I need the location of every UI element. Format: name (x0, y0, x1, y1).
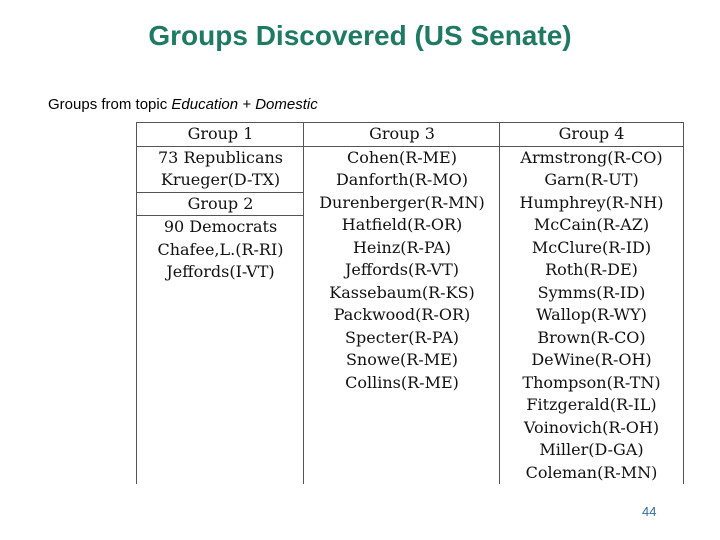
group-3-row: Danforth(R-MO) (335, 170, 469, 189)
group-3-row: Cohen(R-ME) (347, 147, 457, 167)
subtitle (48, 96, 318, 113)
group-4-row: Voinovich(R-OH) (523, 417, 660, 437)
group-4-row: Thompson(R-TN) (522, 372, 661, 392)
group-4-row: Garn(R-UT) (544, 170, 639, 189)
subtitle-topic: Education + Domestic (171, 96, 318, 113)
slide-title: Groups Discovered (US Senate) (148, 20, 572, 51)
page-number: 44 (642, 504, 657, 519)
group-3-row: Collins(R-ME) (345, 372, 459, 392)
group-1-header: Group 1 (137, 122, 304, 147)
group-4-row: Symms(R-ID) (537, 282, 646, 302)
group-3-row: Heinz(R-PA) (352, 237, 452, 257)
column-group-4 (499, 122, 684, 484)
group-3-row: Snowe(R-ME) (345, 350, 459, 369)
group-3-header: Group 3 (304, 122, 500, 147)
groups-table (136, 122, 684, 484)
group-4-row: McClure(R-ID) (531, 237, 652, 257)
group-3-row: Kassebaum(R-KS) (329, 282, 475, 302)
group-3-row: Hatfield(R-OR) (341, 215, 463, 234)
group-2-row: Jeffords(I-VT) (166, 262, 275, 281)
group-4-row: Armstrong(R-CO) (520, 147, 663, 167)
group-3-row: Specter(R-PA) (345, 327, 459, 347)
group-4-row: Roth(R-DE) (545, 260, 638, 279)
group-4-row: McCain(R-AZ) (533, 215, 650, 234)
group-4-row: Wallop(R-WY) (536, 305, 647, 324)
group-4-row: Fitzgerald(R-IL) (526, 395, 657, 414)
column-group-1-2 (136, 122, 304, 484)
group-4-row: Miller(D-GA) (539, 440, 644, 459)
group-3-row: Packwood(R-OR) (333, 305, 471, 324)
subtitle-prefix: Groups from topic (48, 96, 172, 113)
column-group-3 (303, 122, 500, 484)
group-4-row: DeWine(R-OH) (531, 350, 652, 369)
group-2-row: 90 Democrats (163, 217, 278, 236)
group-4-row: Brown(R-CO) (537, 327, 646, 347)
group-1-row: Krueger(D-TX) (160, 170, 281, 189)
group-1-row: 73 Republicans (158, 147, 283, 167)
group-3-row: Jeffords(R-VT) (345, 260, 459, 279)
group-4-row: Humphrey(R-NH) (519, 192, 664, 212)
group-2-header: Group 2 (137, 192, 304, 217)
group-2-row: Chafee,L.(R-RI) (157, 239, 284, 259)
group-4-header: Group 4 (500, 122, 683, 147)
group-4-row: Coleman(R-MN) (525, 462, 658, 482)
group-3-row: Durenberger(R-MN) (319, 192, 485, 212)
